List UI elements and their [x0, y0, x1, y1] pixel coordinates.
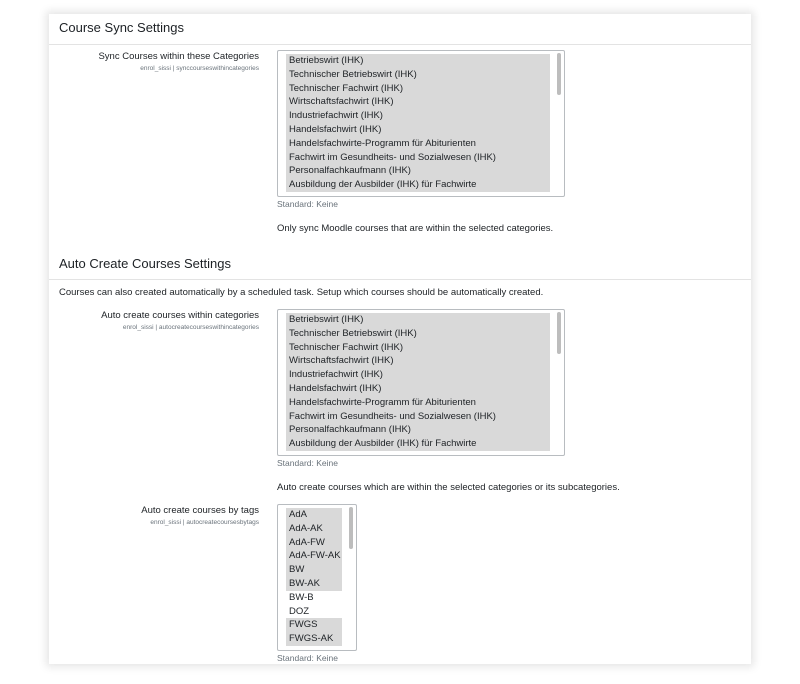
select-option[interactable]: Handelsfachwirt (IHK) — [286, 123, 550, 137]
settings-panel — [49, 14, 751, 664]
select-option[interactable]: FWGS — [286, 618, 342, 632]
sync-categories-key: enrol_sissi | synccourseswithincategories — [140, 65, 259, 72]
sync-categories-description: Only sync Moodle courses that are within the selected categories. — [277, 223, 554, 234]
auto-categories-select[interactable] — [277, 309, 565, 456]
auto-tags-key: enrol_sissi | autocreatecoursesbytags — [150, 519, 259, 526]
sync-categories-select[interactable] — [277, 50, 565, 197]
select-option[interactable]: DOZ — [289, 605, 310, 617]
select-option[interactable]: Personalfachkaufmann (IHK) — [286, 423, 550, 437]
auto-categories-options — [286, 313, 550, 451]
select-option[interactable]: Betriebswirt (IHK) — [286, 54, 550, 68]
select-option[interactable]: Technischer Betriebswirt (IHK) — [286, 68, 550, 82]
auto-categories-default: Standard: Keine — [277, 458, 338, 468]
sync-categories-scrollbar[interactable] — [557, 53, 562, 194]
select-option[interactable]: Industriefachwirt (IHK) — [286, 368, 550, 382]
select-option[interactable]: AdA-FW-AK — [286, 549, 342, 563]
select-option[interactable]: Personalfachkaufmann (IHK) — [286, 164, 550, 178]
select-option[interactable]: BW-AK — [286, 577, 342, 591]
auto-categories-scroll-thumb[interactable] — [557, 312, 561, 354]
select-option[interactable]: Ausbildung der Ausbilder (IHK) für Fachwirte — [286, 437, 550, 451]
sync-categories-options — [286, 54, 550, 192]
auto-categories-label: Auto create courses within categories — [101, 310, 259, 321]
select-option[interactable]: AdA — [286, 508, 342, 522]
auto-section-divider — [49, 279, 751, 280]
select-option[interactable]: Wirtschaftsfachwirt (IHK) — [286, 354, 550, 368]
auto-tags-default: Standard: Keine — [277, 653, 338, 663]
auto-tags-label: Auto create courses by tags — [141, 505, 259, 516]
auto-tags-scroll-thumb[interactable] — [349, 507, 353, 549]
select-option[interactable]: Fachwirt im Gesundheits- und Sozialwesen (IHK) — [286, 151, 550, 165]
select-option[interactable]: Wirtschaftsfachwirt (IHK) — [286, 95, 550, 109]
sync-categories-label: Sync Courses within these Categories — [98, 51, 259, 62]
select-option[interactable]: Technischer Fachwirt (IHK) — [286, 82, 550, 96]
sync-section-divider — [49, 44, 751, 45]
select-option[interactable]: AdA-FW — [286, 536, 342, 550]
select-option[interactable]: Fachwirt im Gesundheits- und Sozialwesen (IHK) — [286, 410, 550, 424]
auto-categories-description: Auto create courses which are within the selected categories or its subcategories. — [277, 482, 620, 493]
select-option[interactable]: Handelsfachwirte-Programm für Abiturienten — [286, 396, 550, 410]
select-option[interactable]: Handelsfachwirte-Programm für Abiturienten — [286, 137, 550, 151]
select-option[interactable]: Betriebswirt (IHK) — [286, 313, 550, 327]
select-option[interactable]: Technischer Fachwirt (IHK) — [286, 341, 550, 355]
select-option[interactable]: FWGS-AK — [286, 632, 342, 646]
auto-section-title: Auto Create Courses Settings — [59, 256, 231, 271]
select-option[interactable]: BW — [286, 563, 342, 577]
auto-section-intro: Courses can also created automatically by a scheduled task. Setup which courses should be automatically created. — [59, 287, 544, 298]
select-option[interactable]: Industriefachwirt (IHK) — [286, 109, 550, 123]
sync-categories-scroll-thumb[interactable] — [557, 53, 561, 95]
auto-tags-options — [286, 508, 342, 646]
select-option[interactable]: Ausbildung der Ausbilder (IHK) für Fachwirte — [286, 178, 550, 192]
select-option[interactable]: Handelsfachwirt (IHK) — [286, 382, 550, 396]
select-option[interactable]: AdA-AK — [286, 522, 342, 536]
auto-categories-key: enrol_sissi | autocreatecourseswithincategories — [122, 324, 259, 331]
sync-categories-default: Standard: Keine — [277, 199, 338, 209]
sync-section-title: Course Sync Settings — [59, 20, 185, 35]
auto-tags-select[interactable] — [277, 504, 357, 651]
auto-categories-scrollbar[interactable] — [557, 312, 562, 453]
auto-tags-scrollbar[interactable] — [349, 507, 354, 648]
select-option[interactable]: BW-B — [289, 591, 314, 603]
select-option[interactable]: Technischer Betriebswirt (IHK) — [286, 327, 550, 341]
